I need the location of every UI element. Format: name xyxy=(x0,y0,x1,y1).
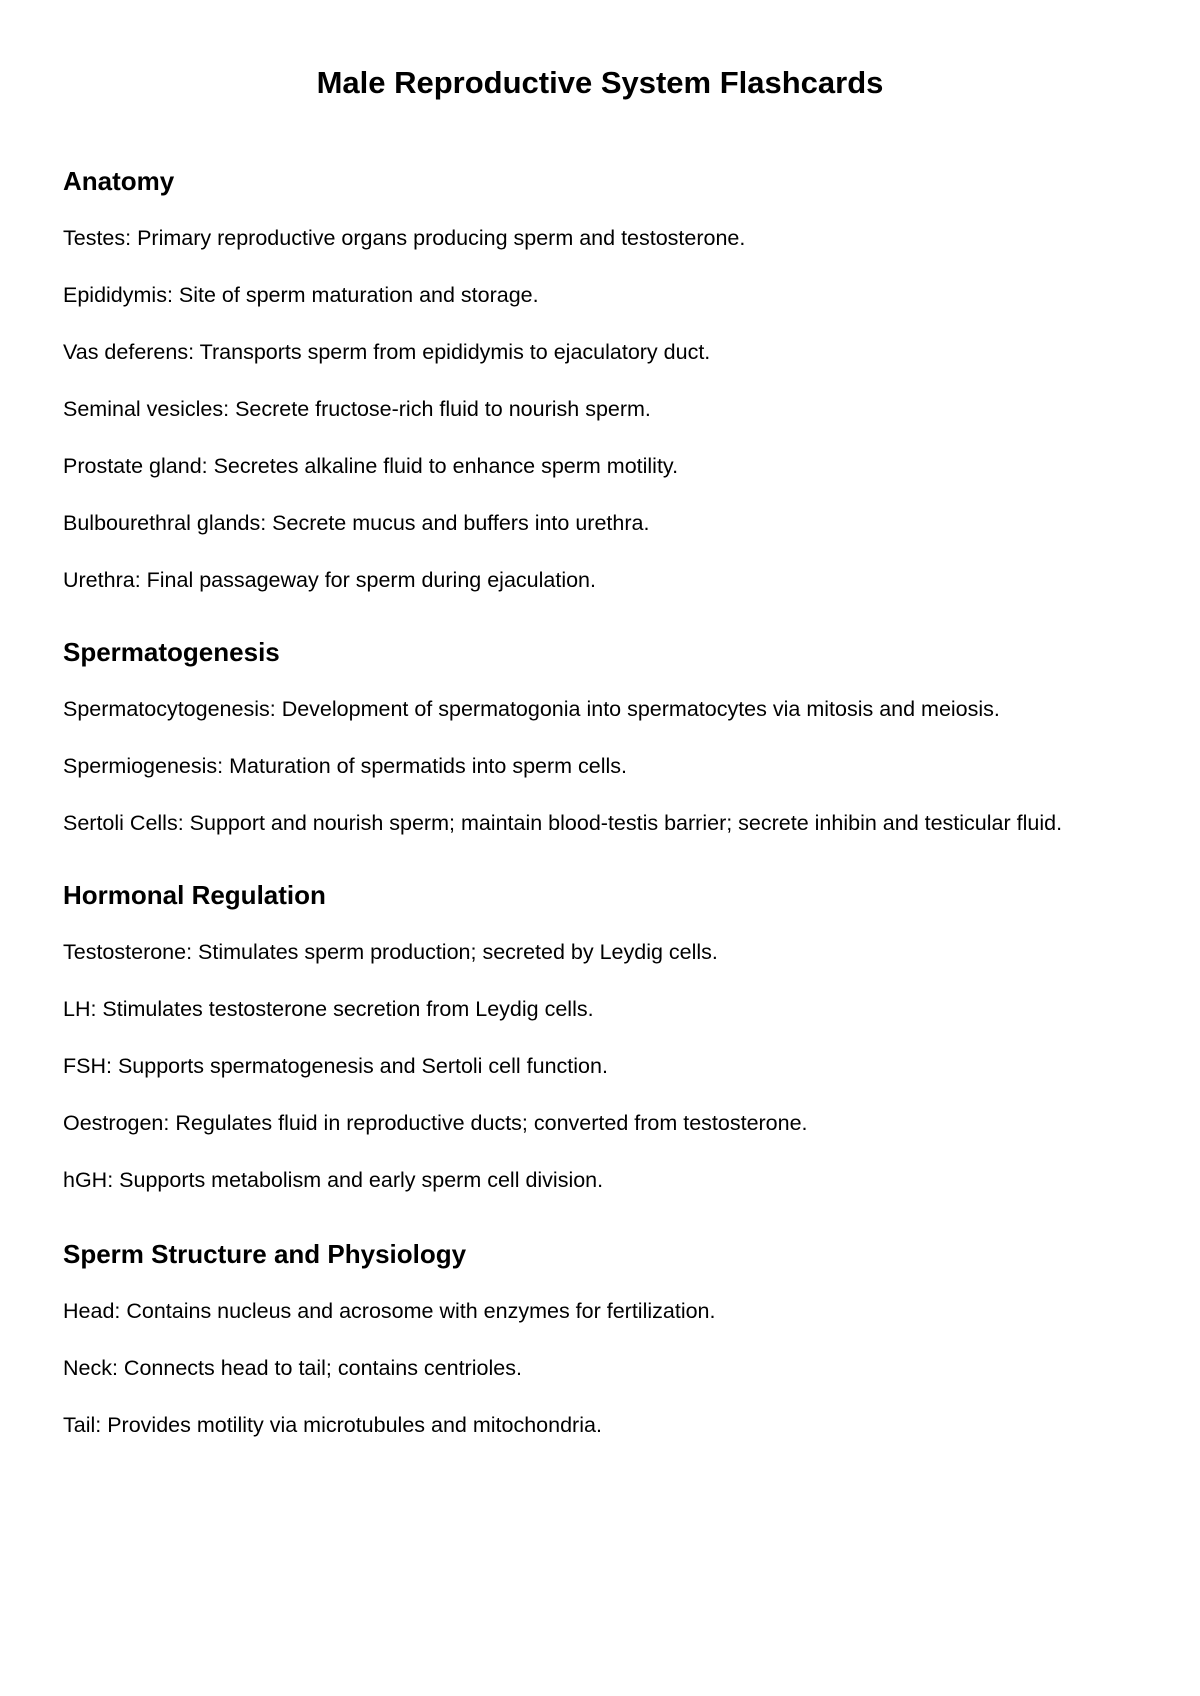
flashcard-item: Bulbourethral glands: Secrete mucus and buffers into urethra. xyxy=(63,511,650,535)
flashcard-item: Prostate gland: Secretes alkaline fluid to enhance sperm motility. xyxy=(63,454,679,478)
section-hormonal-regulation xyxy=(63,878,1160,1209)
flashcard-item: LH: Stimulates testosterone secretion from Leydig cells. xyxy=(63,997,594,1021)
flashcard-item: Oestrogen: Regulates fluid in reproductive ducts; converted from testosterone. xyxy=(63,1111,808,1135)
flashcard-item: Testosterone: Stimulates sperm production; secreted by Leydig cells. xyxy=(63,940,718,964)
flashcard-item: Head: Contains nucleus and acrosome with enzymes for fertilization. xyxy=(63,1299,716,1323)
section-heading: Sperm Structure and Physiology xyxy=(63,1239,467,1269)
flashcard-item: Spermatocytogenesis: Development of spermatogonia into spermatocytes via mitosis and meiosis. xyxy=(63,697,1000,721)
section-anatomy xyxy=(63,164,1160,609)
flashcard-item: Seminal vesicles: Secrete fructose-rich fluid to nourish sperm. xyxy=(63,397,651,421)
flashcard-list xyxy=(63,1283,1160,1454)
flashcard-item: Epididymis: Site of sperm maturation and storage. xyxy=(63,283,539,307)
page-title: Male Reproductive System Flashcards xyxy=(316,65,884,100)
flashcard-item: Vas deferens: Transports sperm from epididymis to ejaculatory duct. xyxy=(63,340,711,364)
flashcard-item: Neck: Connects head to tail; contains centrioles. xyxy=(63,1356,522,1380)
section-spermatogenesis xyxy=(63,635,1160,852)
flashcard-item: hGH: Supports metabolism and early sperm cell division. xyxy=(63,1168,604,1192)
flashcard-item: FSH: Supports spermatogenesis and Sertoli cell function. xyxy=(63,1054,608,1078)
section-sperm-structure xyxy=(63,1237,1160,1454)
flashcard-list xyxy=(63,210,1160,609)
flashcard-item: Tail: Provides motility via microtubules and mitochondria. xyxy=(63,1413,602,1437)
flashcard-item: Urethra: Final passageway for sperm during ejaculation. xyxy=(63,568,596,592)
flashcard-item: Spermiogenesis: Maturation of spermatids into sperm cells. xyxy=(63,754,628,778)
flashcard-item: Testes: Primary reproductive organs producing sperm and testosterone. xyxy=(63,226,746,250)
section-heading: Anatomy xyxy=(63,166,175,196)
flashcard-list xyxy=(63,924,1160,1209)
section-heading: Hormonal Regulation xyxy=(63,880,326,910)
flashcard-item: Sertoli Cells: Support and nourish sperm; maintain blood-testis barrier; secrete inhibin and testicular fluid. xyxy=(63,811,1063,835)
flashcard-list xyxy=(63,681,1160,852)
section-heading: Spermatogenesis xyxy=(63,637,280,667)
